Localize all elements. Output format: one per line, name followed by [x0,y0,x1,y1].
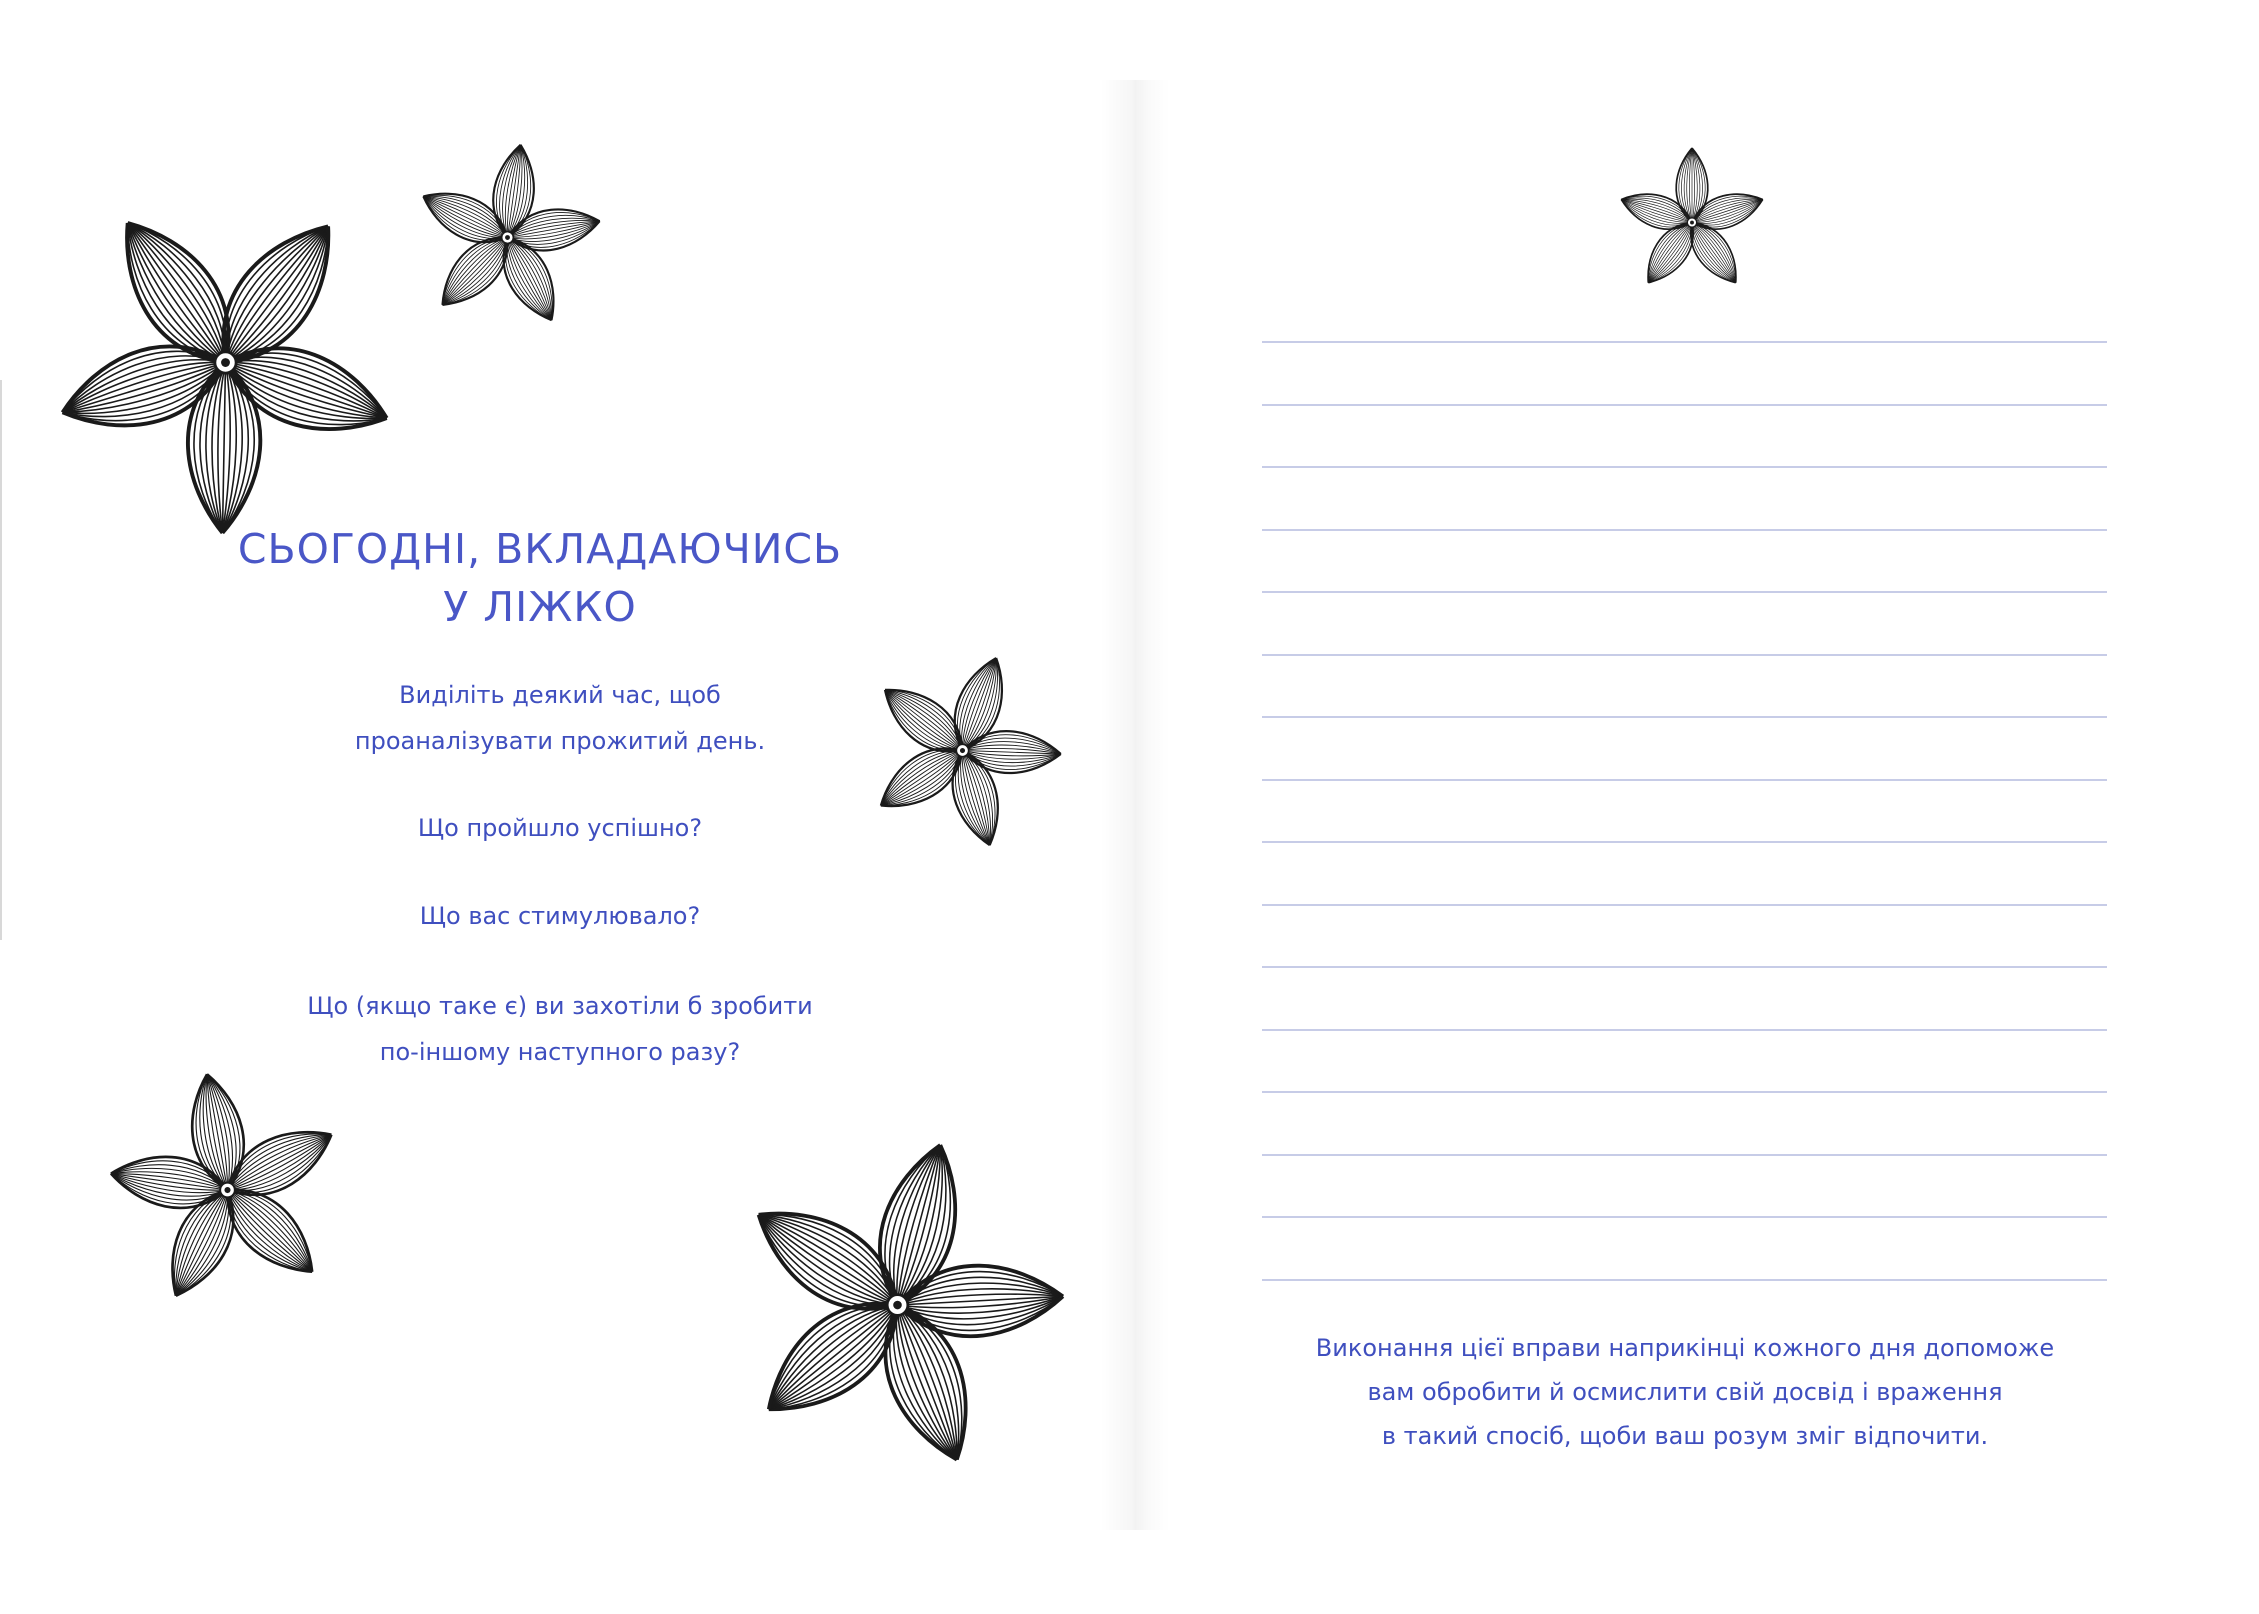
text-line: проаналізувати прожитий день. [354,727,766,755]
flower-icon [48,185,403,540]
flower-icon [860,648,1065,853]
text-line: по-іншому наступного разу? [379,1038,741,1066]
title-line: СЬОГОДНІ, ВКЛАДАЮЧИСЬ [237,525,843,573]
writing-line [1262,966,2107,968]
question [250,983,870,1075]
page-title [170,520,910,636]
writing-line [1262,1216,2107,1218]
writing-line [1262,529,2107,531]
flower-icon [410,135,605,340]
flower-icon [725,1130,1070,1480]
text-line: Виділіть деякий час, щоб [399,681,721,709]
text-line: Виконання цієї вправи наприкінці кожного дня допоможе [1315,1334,2055,1362]
writing-line [1262,841,2107,843]
writing-line [1262,1154,2107,1156]
flower-icon [105,1065,350,1315]
text-line: вам обробити й осмислити свій досвід і враження [1367,1378,2003,1406]
left-page [0,0,1115,1614]
writing-line [1262,591,2107,593]
text-line: в такий спосіб, щоби ваш розум зміг відпочити. [1381,1422,1989,1450]
writing-line [1262,779,2107,781]
text-line: Що вас стимулювало? [419,902,701,930]
footer-note [1260,1326,2110,1458]
writing-line [1262,654,2107,656]
writing-line [1262,466,2107,468]
text-line: Що пройшло успішно? [417,814,703,842]
writing-line [1262,1279,2107,1281]
writing-line [1262,341,2107,343]
instruction-paragraph [250,672,870,764]
writing-line [1262,1091,2107,1093]
writing-line [1262,404,2107,406]
title-line: У ЛІЖКО [443,583,637,631]
writing-line [1262,904,2107,906]
writing-line [1262,716,2107,718]
writing-line [1262,1029,2107,1031]
question [250,805,870,851]
question [250,893,870,939]
text-line: Що (якщо таке є) ви захотіли б зробити [307,992,813,1020]
flower-icon [1612,145,1772,300]
